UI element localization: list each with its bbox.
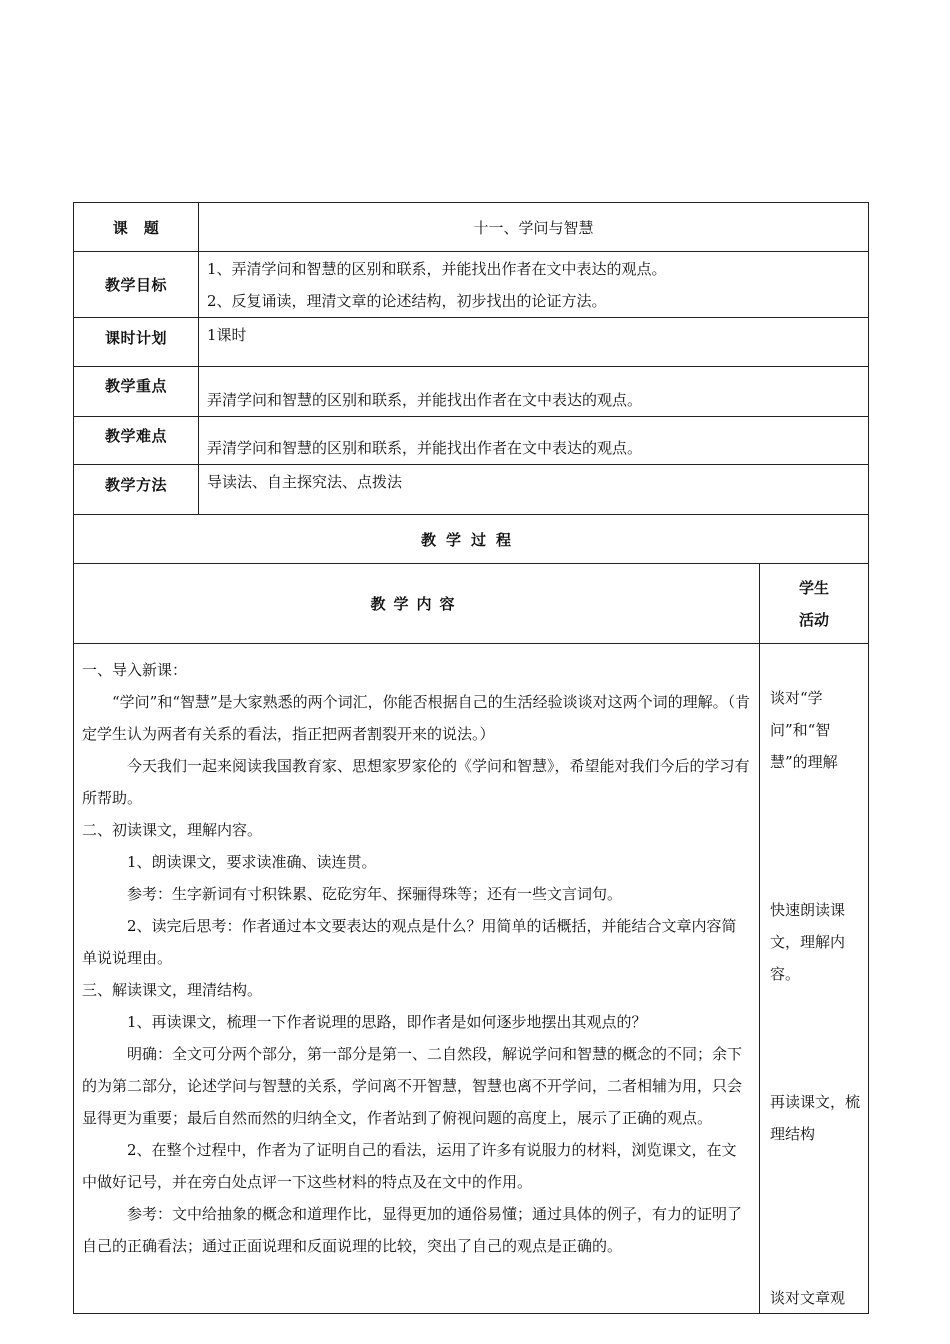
content-para-7: 2、读完后思考：作者通过本文要表达的观点是什么？用简单的话概括，并能结合文章内容简单说说理由。 <box>82 917 737 967</box>
content-para-3: 今天我们一起来阅读我国教育家、思想家罗家伦的《学问和智慧》，希望能对我们今后的学习有所帮助。 <box>82 757 750 807</box>
lesson-plan-table <box>73 202 869 1314</box>
student-header-line-2: 活动 <box>799 610 830 629</box>
student-activity-1: 谈对“学问”和“智慧”的理解 <box>770 689 838 771</box>
row-process-headers <box>74 564 869 644</box>
content-para-12: 参考：文中给抽象的概念和道理作比，显得更加的通俗易懂；通过具体的例子，有力的证明了自己的正确看法；通过正面说理和反面说理的比较，突出了自己的观点是正确的。 <box>82 1205 743 1255</box>
row-schedule <box>74 318 869 367</box>
student-activity-2: 快速朗读课文，理解内容。 <box>770 901 846 983</box>
row-objectives <box>74 252 869 318</box>
objectives-value <box>199 252 869 318</box>
process-heading: 教学过程 <box>74 515 869 564</box>
methods-label: 教学方法 <box>74 465 199 515</box>
content-para-10: 明确：全文可分两个部分，第一部分是第一、二自然段，解说学问和智慧的概念的不同；余下的为第二部分，论述学问与智慧的关系，学问离不开智慧，智慧也离不开学问，二者相辅为用，只会显得更为重要；最后自然而然的归纳全文，作者站到了俯视问题的高度上，展示了正确的观点。 <box>82 1045 743 1127</box>
difficulties-label: 教学难点 <box>74 417 199 465</box>
row-key-points <box>74 367 869 417</box>
content-para-2: “学问”和“智慧”是大家熟悉的两个词汇，你能否根据自己的生活经验谈谈对这两个词的理解。（肯定学生认为两者有关系的看法，指正把两者割裂开来的说法。） <box>82 693 751 743</box>
student-activity-3: 再读课文，梳理结构 <box>770 1093 861 1143</box>
row-process-body <box>74 644 869 1314</box>
teaching-content <box>74 644 760 1314</box>
content-para-11: 2、在整个过程中，作者为了证明自己的看法，运用了许多有说服力的材料，浏览课文，在文中做好记号，并在旁白处点评一下这些材料的特点及在文中的作用。 <box>82 1141 737 1191</box>
key-points-value: 弄清学问和智慧的区别和联系，并能找出作者在文中表达的观点。 <box>199 367 869 417</box>
topic-label: 课 题 <box>74 203 199 252</box>
row-process-heading <box>74 515 869 564</box>
row-topic <box>74 203 869 252</box>
difficulties-value: 弄清学问和智慧的区别和联系，并能找出作者在文中表达的观点。 <box>199 417 869 465</box>
content-para-5: 1、朗读课文，要求读准确、读连贯。 <box>127 853 377 871</box>
content-para-4: 二、初读课文，理解内容。 <box>82 821 263 839</box>
row-difficulties <box>74 417 869 465</box>
student-header-line-1: 学生 <box>799 578 830 597</box>
objective-line-2: 2、反复诵读，理清文章的论述结构，初步找出的论证方法。 <box>207 291 607 310</box>
topic-value: 十一、学问与智慧 <box>199 203 869 252</box>
objective-line-1: 1、弄清学问和智慧的区别和联系，并能找出作者在文中表达的观点。 <box>207 259 667 278</box>
content-para-9: 1、再读课文，梳理一下作者说理的思路，即作者是如何逐步地摆出其观点的？ <box>127 1013 647 1031</box>
content-header: 教学内容 <box>74 564 760 644</box>
row-methods <box>74 465 869 515</box>
student-activity-column <box>760 644 869 1314</box>
methods-value: 导读法、自主探究法、点拨法 <box>199 465 869 515</box>
content-para-1: 一、导入新课： <box>82 661 188 679</box>
content-para-8: 三、解读课文，理清结构。 <box>82 981 263 999</box>
key-points-label: 教学重点 <box>74 367 199 417</box>
student-activity-4: 谈对文章观 <box>770 1289 846 1307</box>
schedule-value: 1课时 <box>199 318 869 367</box>
content-para-6: 参考：生字新词有寸积铢累、矻矻穷年、探骊得珠等；还有一些文言词句。 <box>127 885 623 903</box>
student-header <box>760 564 869 644</box>
objectives-label: 教学目标 <box>74 252 199 318</box>
schedule-label: 课时计划 <box>74 318 199 367</box>
